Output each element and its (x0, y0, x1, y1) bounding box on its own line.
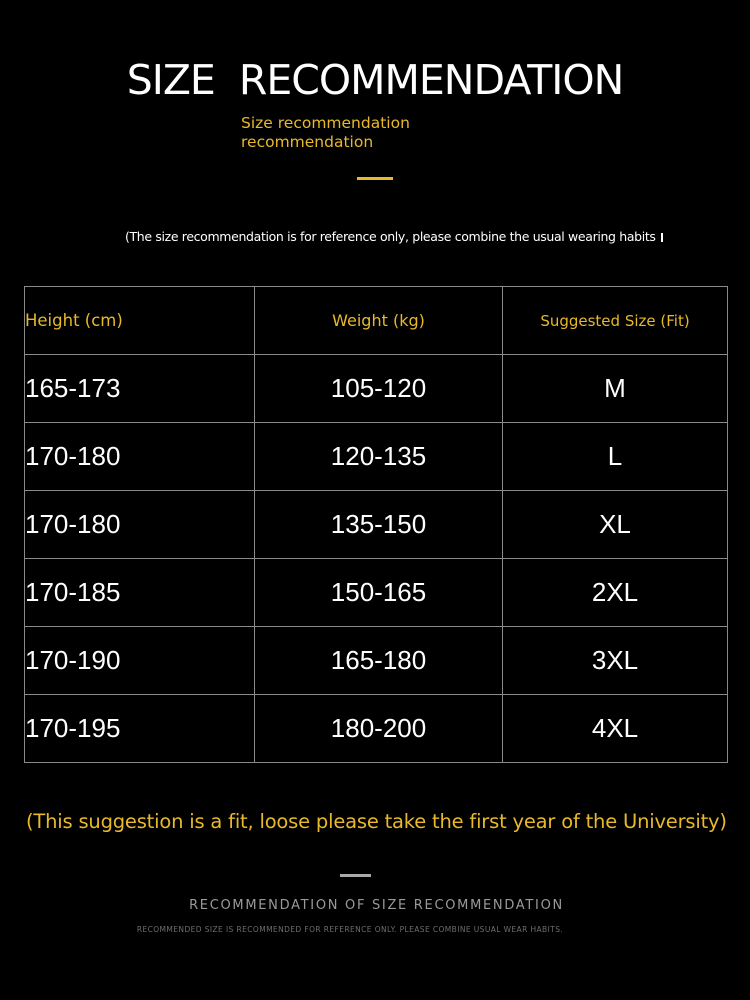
header-weight: Weight (kg) (255, 287, 503, 355)
cell-weight: 135-150 (255, 491, 503, 559)
cell-height: 165-173 (25, 355, 255, 423)
cell-weight: 180-200 (255, 695, 503, 763)
footer-title: RECOMMENDATION OF SIZE RECOMMENDATION (189, 898, 564, 913)
table-row (25, 559, 728, 627)
truncated-glyph (661, 233, 663, 242)
cell-size: 4XL (503, 695, 728, 763)
cell-height: 170-185 (25, 559, 255, 627)
subtitle-line-2: recommendation (241, 133, 374, 151)
size-table (24, 286, 728, 763)
table-row (25, 627, 728, 695)
page-title: SIZE RECOMMENDATION (126, 56, 624, 104)
cell-weight: 120-135 (255, 423, 503, 491)
header-size: Suggested Size (Fit) (503, 287, 728, 355)
cell-height: 170-180 (25, 423, 255, 491)
cell-weight: 105-120 (255, 355, 503, 423)
cell-height: 170-180 (25, 491, 255, 559)
reference-note-text: (The size recommendation is for reference only, please combine the usual wearing habits (125, 229, 656, 244)
footer-subtitle: RECOMMENDED SIZE IS RECOMMENDED FOR REFERENCE ONLY. PLEASE COMBINE USUAL WEAR HABITS. (136, 925, 564, 934)
reference-note (125, 229, 663, 245)
subtitle-line-1: Size recommendation (241, 114, 410, 132)
cell-height: 170-195 (25, 695, 255, 763)
cell-weight: 150-165 (255, 559, 503, 627)
cell-size: 2XL (503, 559, 728, 627)
fit-note: (This suggestion is a fit, loose please take the first year of the University) (26, 810, 727, 833)
cell-size: 3XL (503, 627, 728, 695)
cell-size: L (503, 423, 728, 491)
table-row (25, 423, 728, 491)
table-header-row (25, 287, 728, 355)
accent-divider (357, 177, 393, 180)
cell-size: XL (503, 491, 728, 559)
footer-divider (340, 874, 371, 877)
cell-weight: 165-180 (255, 627, 503, 695)
table-row (25, 355, 728, 423)
subtitle (241, 114, 410, 152)
cell-height: 170-190 (25, 627, 255, 695)
header-height: Height (cm) (25, 287, 255, 355)
table-row (25, 491, 728, 559)
cell-size: M (503, 355, 728, 423)
table-row (25, 695, 728, 763)
